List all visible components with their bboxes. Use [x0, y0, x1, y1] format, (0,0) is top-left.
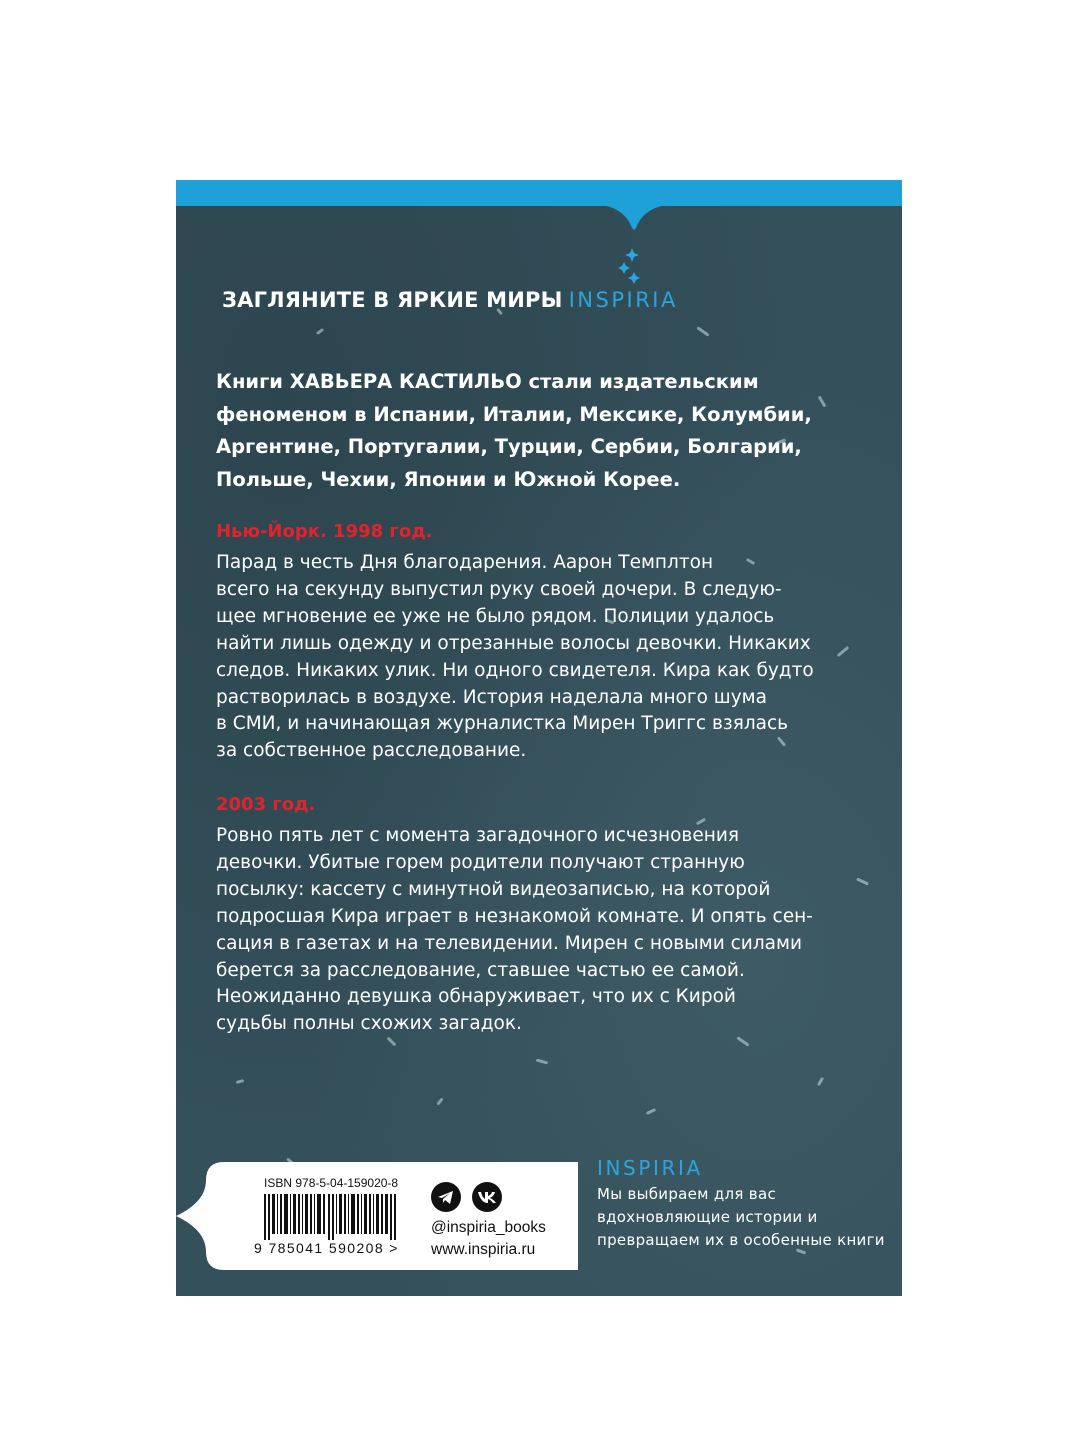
text-line: посылку: кассету с минутной видеозаписью, на которой — [216, 878, 771, 900]
top-accent-band — [176, 180, 902, 206]
text-line: Парад в честь Дня благодарения. Аарон Темплтон — [216, 552, 714, 573]
text-line: Неожиданно девушка обнаруживает, что их с Кирой — [216, 986, 736, 1008]
section-heading-2003: 2003 год. — [216, 794, 316, 815]
text-line: подросшая Кира играет в незнакомой комнате. И опять сен- — [216, 905, 813, 927]
barcode — [264, 1194, 404, 1240]
text-line: растворилась в воздухе. История наделала много шума — [216, 686, 767, 708]
text-line: берется за расследование, ставшее частью ее самой. — [216, 959, 745, 981]
tagline — [222, 288, 678, 312]
publisher-brand: INSPIRIA — [597, 1156, 703, 1180]
text-line: Ровно пять лет с момента загадочного исчезновения — [216, 825, 739, 846]
text-line: всего на секунду выпустил руку своей дочери. В следую- — [216, 578, 782, 600]
band-notch — [594, 204, 674, 230]
text-line: щее мгновение ее уже не было рядом. Полиции удалось — [216, 605, 775, 627]
snow-flake — [536, 1058, 548, 1064]
vk-icon[interactable] — [472, 1182, 502, 1212]
publisher-slogan: Мы выбираем для вас вдохновляющие истории и превращаем их в особенные книги — [597, 1185, 885, 1249]
isbn-text: ISBN 978-5-04-159020-8 — [264, 1176, 399, 1190]
website-link[interactable]: www.inspiria.ru — [431, 1241, 536, 1258]
section-body-1998 — [216, 550, 856, 765]
tagline-brand: INSPIRIA — [568, 288, 678, 312]
sparkle-icon — [618, 248, 648, 288]
snow-flake — [696, 326, 709, 336]
text-line: девочки. Убитые горем родители получают странную — [216, 851, 745, 873]
text-line: в СМИ, и начинающая журналистка Мирен Триггс взялась — [216, 713, 789, 735]
text-line: судьбы полны схожих загадок. — [216, 1013, 522, 1035]
book-back-cover — [176, 180, 902, 1296]
text-line: следов. Никаких улик. Ни одного свидетеля. Кира как будто — [216, 659, 814, 681]
text-line: сация в газетах и на телевидении. Мирен с новыми силами — [216, 932, 802, 954]
barcode-panel — [224, 1162, 578, 1270]
snow-flake — [436, 1097, 443, 1105]
text-line: найти лишь одежду и отрезанные волосы девочки. Никаких — [216, 632, 811, 654]
section-heading-1998: Нью-Йорк. 1998 год. — [216, 521, 433, 542]
snow-flake — [646, 1108, 656, 1115]
telegram-icon[interactable] — [431, 1182, 461, 1212]
snow-flake — [316, 328, 324, 335]
section-body-2003 — [216, 823, 856, 1038]
snow-flake — [817, 1077, 824, 1086]
snow-flake — [236, 1079, 245, 1084]
lead-paragraph: Книги ХАВЬЕРА КАСТИЛЬО стали издательским феноменом в Испании, Италии, Мексике, Колумбии, Аргентине, Португалии, Турции, Сербии, Болгарии, Польше, Чехии, Японии и Южной Корее. — [216, 370, 812, 491]
barcode-digits: 9 785041 590208 > — [254, 1240, 399, 1256]
social-handle[interactable]: @inspiria_books — [431, 1219, 546, 1236]
text-line: за собственное расследование. — [216, 740, 527, 762]
tagline-text: ЗАГЛЯНИТЕ В ЯРКИЕ МИРЫ — [222, 288, 563, 312]
snow-flake — [856, 877, 869, 885]
social-icons — [431, 1182, 508, 1212]
